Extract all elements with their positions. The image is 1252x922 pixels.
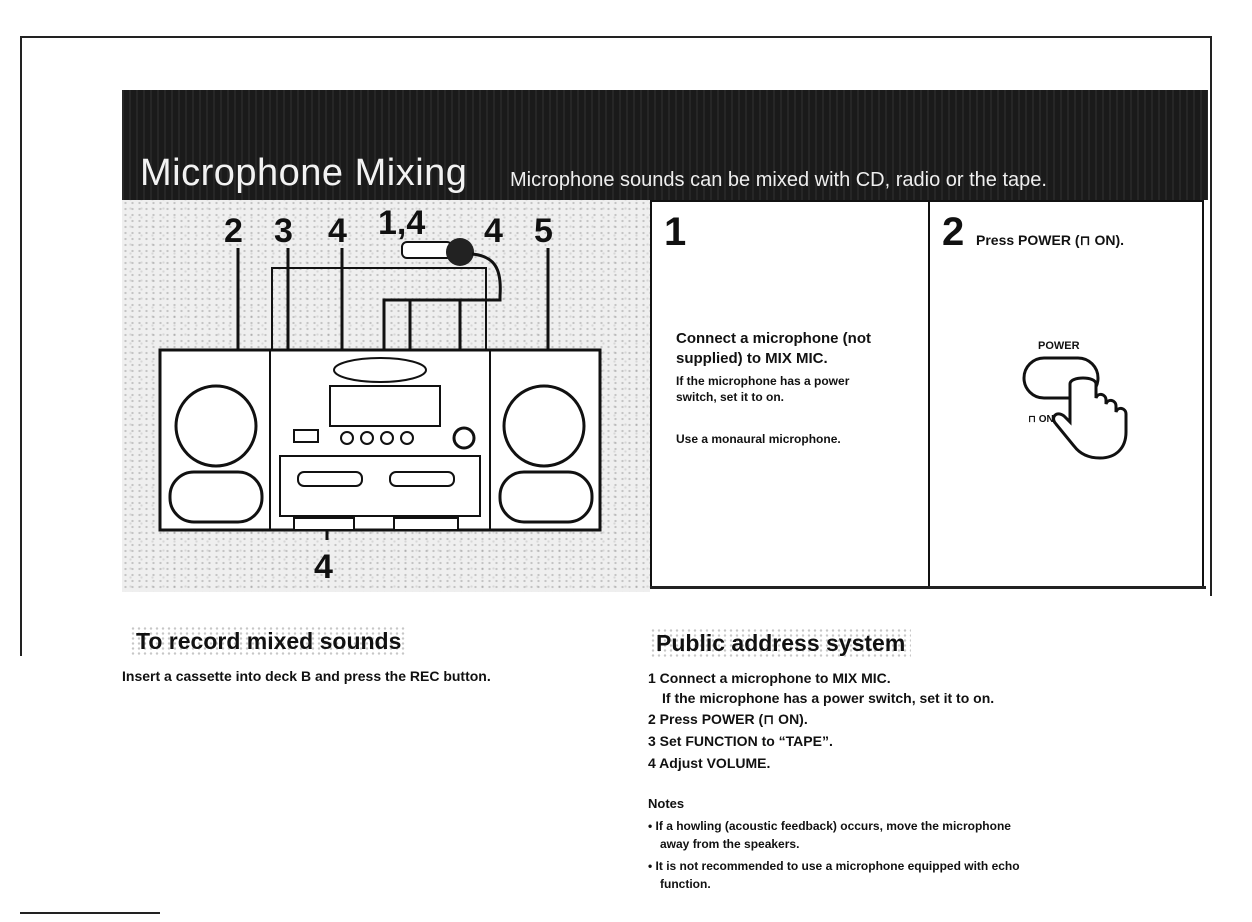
pa-step-1: 1 Connect a microphone to MIX MIC. — [648, 670, 891, 686]
page-subtitle: Microphone sounds can be mixed with CD, radio or the tape. — [510, 169, 1047, 191]
left-border — [20, 36, 22, 656]
power-label: POWER — [1038, 340, 1080, 352]
pa-step-1-note: If the microphone has a power switch, set it to on. — [662, 690, 995, 706]
note-2-line2: function. — [660, 877, 711, 889]
record-section-text: Insert a cassette into deck B and press the REC button. — [122, 668, 491, 684]
step-2-number: 2 — [942, 210, 965, 254]
callout-3: 3 — [274, 212, 293, 250]
boombox-illustration — [122, 200, 650, 592]
public-address-heading: Public address system — [650, 628, 911, 659]
step-1-note-2: Use a monaural microphone. — [676, 432, 841, 446]
callout-2: 2 — [224, 212, 243, 250]
note-2-line1: • It is not recommended to use a microphone equipped with echo — [648, 859, 1020, 873]
right-border — [1210, 36, 1212, 596]
step-1-heading-line2: supplied) to MIX MIC. — [676, 350, 828, 367]
step-2-panel — [928, 200, 1204, 588]
power-button-illustration — [1012, 354, 1142, 464]
step-2-instruction: Press POWER (⊓ ON). — [976, 232, 1125, 248]
boombox-drawing — [122, 200, 650, 592]
callout-5: 5 — [534, 212, 553, 250]
page-title: Microphone Mixing — [140, 152, 468, 194]
step-1-note-line1: If the microphone has a power — [676, 374, 850, 388]
callout-4b: 4 — [484, 212, 503, 250]
bottom-corner-mark — [20, 912, 160, 914]
step-1-note-line2: switch, set it to on. — [676, 390, 785, 404]
step-1-panel — [650, 200, 930, 588]
callout-4a: 4 — [328, 212, 347, 250]
step-1-number: 1 — [664, 210, 687, 254]
step-1-heading-line1: Connect a microphone (not — [676, 330, 871, 347]
note-1-line1: • If a howling (acoustic feedback) occurs, move the microphone — [648, 819, 1011, 833]
pa-step-2: 2 Press POWER (⊓ ON). — [648, 711, 808, 727]
callout-1-4: 1,4 — [378, 204, 426, 242]
top-border — [20, 36, 1212, 38]
pa-step-3: 3 Set FUNCTION to “TAPE”. — [648, 733, 833, 749]
notes-heading: Notes — [648, 796, 685, 811]
pa-step-4: 4 Adjust VOLUME. — [648, 755, 771, 771]
on-label: ⊓ ON — [1028, 414, 1054, 425]
callout-4c: 4 — [314, 548, 333, 586]
note-1-line2: away from the speakers. — [660, 837, 800, 851]
panel-bottom-rule — [650, 586, 1206, 589]
record-section-heading: To record mixed sounds — [130, 626, 407, 657]
